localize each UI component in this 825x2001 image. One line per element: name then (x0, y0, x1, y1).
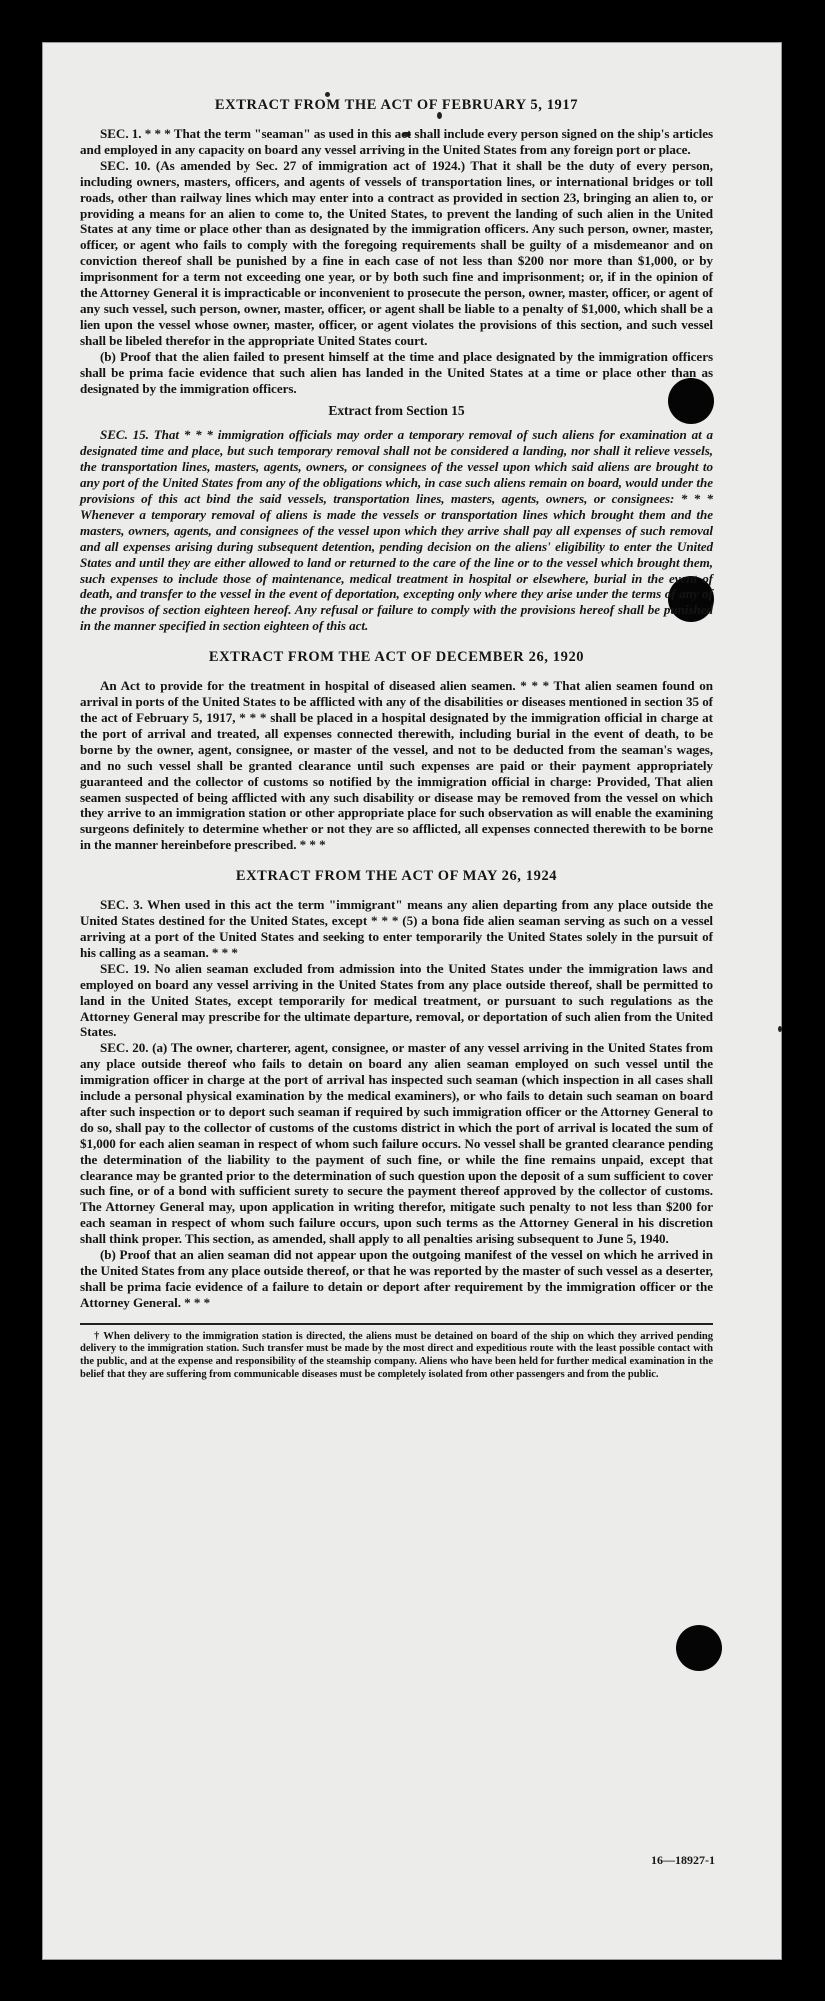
heading-act-1924: EXTRACT FROM THE ACT OF MAY 26, 1924 (235, 868, 558, 885)
paragraph-sec-20-a: SEC. 20. (a) The owner, charterer, agent, consignee, or master of any vessel arriving in the United States from any place outside thereof who fails to detain on board any alien seaman employed on such vessel until the immigration officer in charge at the port of arrival has inspected such seaman (which inspection in all cases shall include a personal physical examination by the medical examiners), or who fails to detain such seaman on board after such inspection or to deport such seaman if required by such immigration officer or the Attorney General to do so, shall pay to the collector of customs of the customs district in which the port of arrival is located the sum of $1,000 for each alien seaman in respect of whom such failure occurs. No vessel shall be granted clearance pending the determination of the liability to the payment of such fine, or while the fine remains unpaid, except that clearance may be granted prior to the determination of such question upon the deposit of a sum sufficient to cover such fine, or of a bond with sufficient surety to secure the payment thereof approved by the collector of customs. The Attorney General may, upon application in writing therefor, mitigate such penalty to not less than $200 for each seaman in respect of whom such failure occurs, upon such terms as the Attorney General in his discretion shall think proper. This section, as amended, shall apply to all penalties arising subsequent to June 5, 1940. (80, 1040, 713, 1247)
paragraph-act-1920: An Act to provide for the treatment in hospital of diseased alien seamen. * * * That alien seamen found on arrival in ports of the United States to be afflicted with any of the disabilities or diseases mentioned in section 35 of the act of February 5, 1917, * * * shall be placed in a hospital designated by the immigration official in charge at the port of arrival and treated, all expenses connected therewith, including burial in the event of death, to be borne by the owner, agent, consignee, or master of the vessel, and not to be deducted from the seaman's wages, and no such vessel shall be granted clearance until such expenses are paid or their payment appropriately guaranteed and the collector of customs so notified by the immigration official in charge: Provided, That alien seamen suspected of being afflicted with any such disability or disease may be removed from the vessel on which they arrive to an immigration station or other appropriate place for such observation as will enable the examining surgeons definitely to determine whether or not they are so afflicted, all expenses connected therewith to be borne in the manner hereinbefore prescribed. * * * (80, 678, 713, 853)
ink-speck (778, 1026, 782, 1032)
paragraph-sec-1: SEC. 1. * * * That the term "seaman" as used in this act shall include every person signed on the ship's articles and employed in any capacity on board any vessel arriving in the United States from any foreign port or place. (80, 126, 713, 157)
form-code: 16—18927-1 (651, 1853, 715, 1867)
punch-hole (676, 1625, 722, 1671)
paragraph-sec-15: SEC. 15. That * * * immigration officials may order a temporary removal of such aliens for examination at a designated time and place, but such temporary removal shall not be considered a landing, nor shall it relieve vessels, the transportation lines, masters, agents, owners, or consignees of the vessel upon which said aliens are brought to any port of the United States from any of the obligations which, in case such aliens remain on board, would under the provisions of this act bind the said vessels, transportation lines, masters, agents, owners, or consignees: * * * Whenever a temporary removal of aliens is made the vessels or transportation lines which brought them and the masters, owners, agents, and consignees of the vessel upon which they arrive shall pay all expenses of such removal and all expenses arising during subsequent detention, pending decision on the aliens' eligibility to enter the United States and until they are either allowed to land or returned to the care of the line or to the vessel which brought them, such expenses to include those of maintenance, medical treatment in hospital or elsewhere, burial in the event of death, and transfer to the vessel in the event of deportation, excepting only where they arise under the terms of any of the provisos of section eighteen hereof. Any refusal or failure to comply with the provisions hereof shall be punished in the manner specified in section eighteen of this act. (80, 427, 713, 634)
paragraph-sec-3: SEC. 3. When used in this act the term "immigrant" means any alien departing from any place outside the United States destined for the United States, except * * * (5) a bona fide alien seaman serving as such on a vessel arriving at a port of the United States and seeking to enter temporarily the United States solely in the pursuit of his calling as a seaman. * * * (80, 897, 713, 960)
heading-act-1920: EXTRACT FROM THE ACT OF DECEMBER 26, 1920 (208, 649, 585, 666)
paragraph-sec-10: SEC. 10. (As amended by Sec. 27 of immigration act of 1924.) That it shall be the duty of every person, including owners, masters, officers, and agents of vessels of transportation lines, or international bridges or toll roads, other than railway lines which may enter into a contract as provided in section 23, bringing an alien to, or providing a means for an alien to come to, the United States, to prevent the landing of such alien in the United States at any time or place other than as designated by the immigration officers. Any such person, owner, master, officer, or agent who fails to comply with the foregoing requirements shall be guilty of a misdemeanor and on conviction thereof shall be punished by a fine in each case of not less than $200 nor more than $1,000, or by imprisonment for a term not exceeding one year, or by both such fine and imprisonment; or, if in the opinion of the Attorney General it is impracticable or inconvenient to prosecute the person, owner, master, officer, or agent of any such vessel, such person, owner, master, officer, or agent shall be liable to a penalty of $1,000, which shall be a lien upon the vessel whose owner, master, officer, or agent violates the provisions of this section, and such vessel shall be libeled therefor in the appropriate United States court. (80, 157, 713, 348)
heading-act-1917: EXTRACT FROM THE ACT OF FEBRUARY 5, 1917 (214, 97, 579, 113)
heading-section-15: Extract from Section 15 (328, 403, 465, 419)
document-body (80, 96, 713, 1381)
paragraph-sec-20-b: (b) Proof that an alien seaman did not appear upon the outgoing manifest of the vessel on which he arrived in the United States from any place outside thereof, or that he was reported by the master of such vessel as a deserter, shall be prima facie evidence of a failure to detain or deport after requirement by the immigration officer or the Attorney General. * * * (80, 1247, 713, 1310)
footnote: † When delivery to the immigration station is directed, the aliens must be detained on board of the ship on which they arrived pending delivery to the immigration station. Such transfer must be made by the most direct and expeditious route with the least possible contact with the public, and at the expense and responsibility of the steamship company. Aliens who have been held for further medical examination in the belief that they are suffering from communicable diseases must be completely isolated from other passengers and from the public. (80, 1330, 713, 1380)
paragraph-sec-19: SEC. 19. No alien seaman excluded from admission into the United States under the immigration laws and employed on board any vessel arriving in the United States from any place outside thereof, shall be permitted to land in the United States, except temporarily for medical treatment, or pursuant to such regulations as the Attorney General may prescribe for the ultimate departure, removal, or deportation of such alien from the United States. (80, 960, 713, 1040)
footnote-divider (80, 1323, 713, 1325)
paragraph-sec-10-b: (b) Proof that the alien failed to present himself at the time and place designated by the immigration officers shall be prima facie evidence that such alien has landed in the United States at a time or place other than as designated by the immigration officers. (80, 348, 713, 396)
